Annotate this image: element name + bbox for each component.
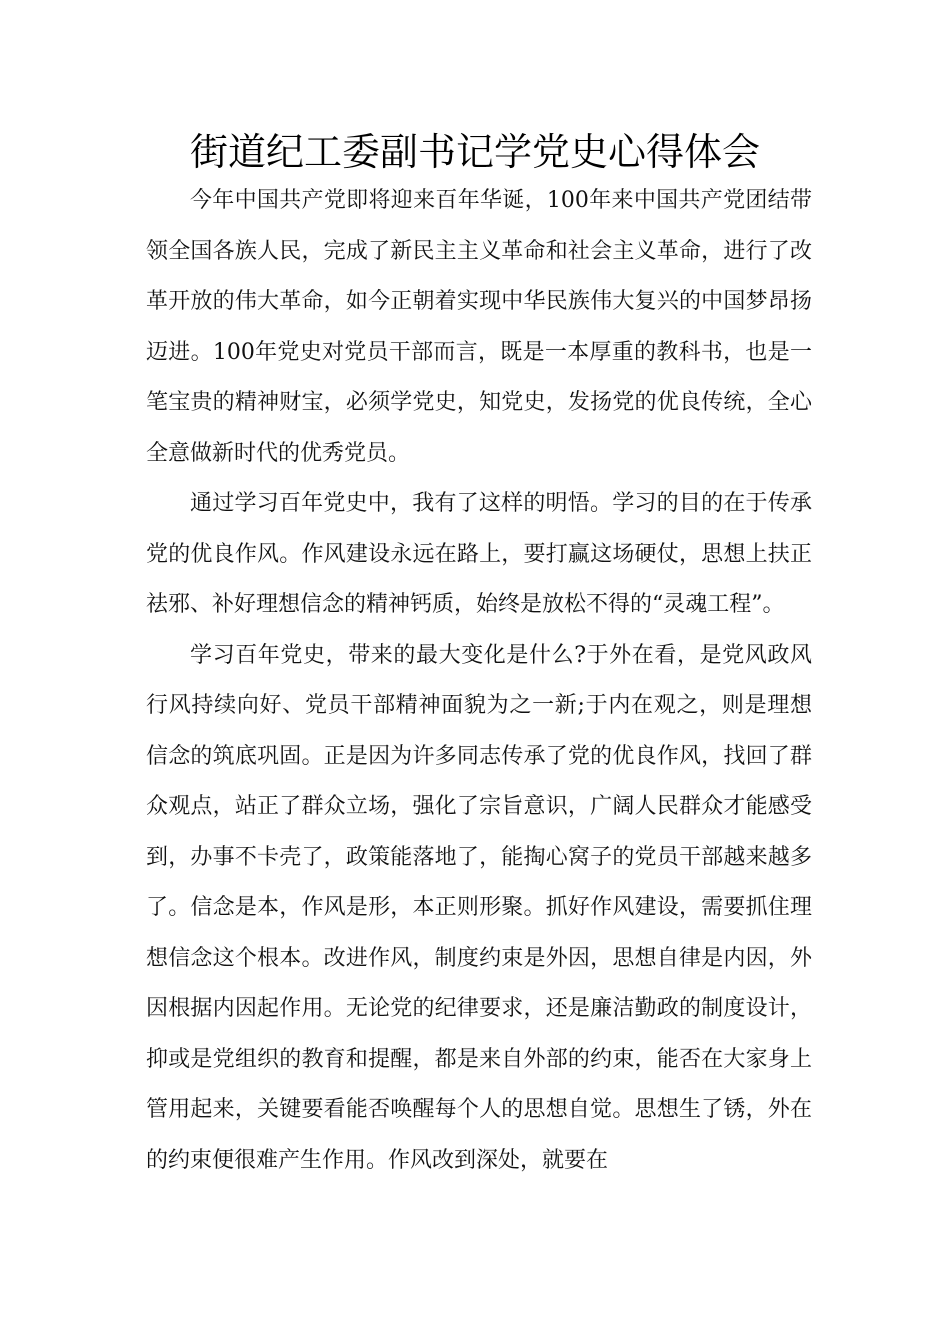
paragraph: 通过学习百年党史中，我有了这样的明悟。学习的目的在于传承党的优良作风。作风建设永远在路上，要打赢这场硬仗，思想上扶正祛邪、补好理想信念的精神钙质，始终是放松不得的“灵魂工程”。 [146,491,812,617]
paragraph: 今年中国共产党即将迎来百年华诞，100年来中国共产党团结带领全国各族人民，完成了新民主主义革命和社会主义革命，进行了改革开放的伟大革命，如今正朝着实现中华民族伟大复兴的中国梦昂扬迈进。100年党史对党员干部而言，既是一本厚重的教科书，也是一笔宝贵的精神财宝，必须学党史，知党史，发扬党的优良传统，全心全意做新时代的优秀党员。 [146,188,812,466]
document-body [146,176,812,1186]
paragraph: 学习百年党史，带来的最大变化是什么?于外在看，是党风政风行风持续向好、党员干部精神面貌为之一新;于内在观之，则是理想信念的筑底巩固。正是因为许多同志传承了党的优良作风，找回了群众观点，站正了群众立场，强化了宗旨意识，广阔人民群众才能感受到，办事不卡壳了，政策能落地了，能掏心窝子的党员干部越来越多了。信念是本，作风是形，本正则形聚。抓好作风建设，需要抓住理想信念这个根本。改进作风，制度约束是外因，思想自律是内因，外因根据内因起作用。无论党的纪律要求，还是廉洁勤政的制度设计，抑或是党组织的教育和提醒，都是来自外部的约束，能否在大家身上管用起来，关键要看能否唤醒每个人的思想自觉。思想生了锈，外在的约束便很难产生作用。作风改到深处，就要在 [146,642,812,1173]
document-title: 街道纪工委副书记学党史心得体会 [189,130,760,174]
